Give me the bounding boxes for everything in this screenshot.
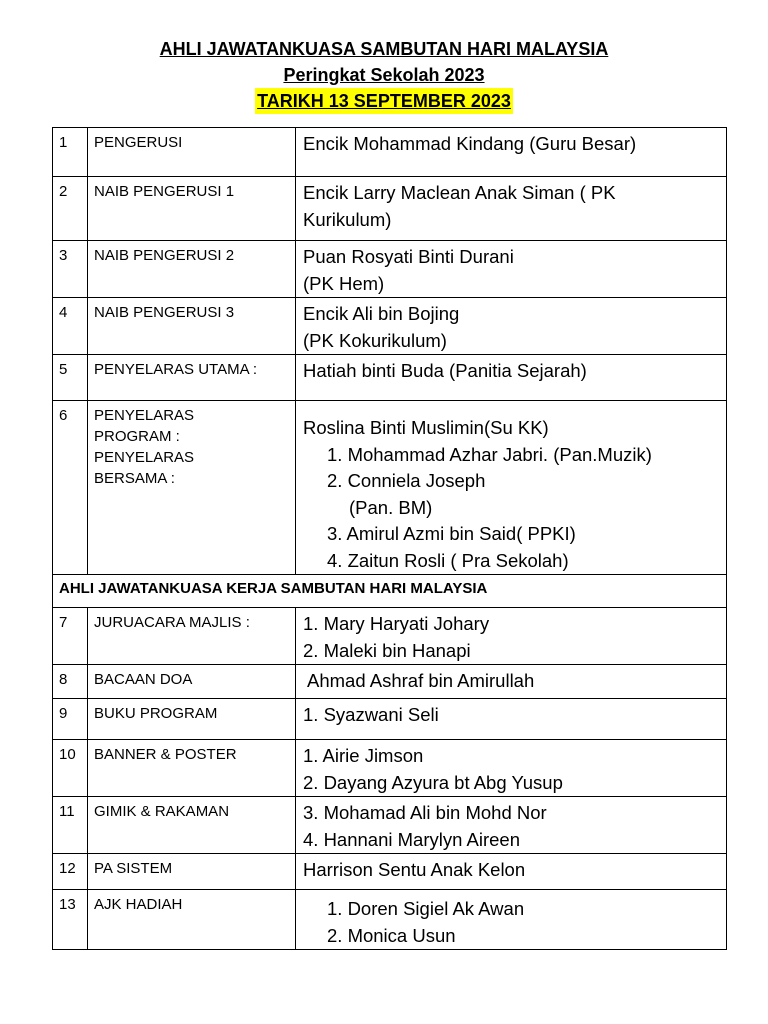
row-number: 12 (53, 854, 88, 890)
role-line: BERSAMA : (94, 470, 175, 487)
document-title: AHLI JAWATANKUASA SAMBUTAN HARI MALAYSIA (159, 39, 609, 59)
role-line: PENYELARAS (94, 449, 195, 466)
role-line: PENYELARAS (94, 407, 195, 424)
table-row (53, 740, 727, 797)
row-number: 11 (53, 797, 88, 854)
member-name: 3. Amirul Azmi bin Said( PPKI) (327, 523, 576, 544)
member-name: 2. Dayang Azyura bt Abg Yusup (303, 771, 563, 793)
member-name: Harrison Sentu Anak Kelon (303, 859, 526, 880)
table-row (53, 401, 727, 575)
names-cell (296, 298, 727, 355)
row-number: 10 (53, 740, 88, 797)
table-row (53, 797, 727, 854)
role-cell: GIMIK & RAKAMAN (88, 797, 296, 854)
table-row (53, 699, 727, 740)
role-cell: AJK HADIAH (88, 890, 296, 950)
table-row (53, 854, 727, 890)
document-date: TARIKH 13 SEPTEMBER 2023 (255, 88, 513, 114)
names-cell (296, 177, 727, 241)
row-number: 4 (53, 298, 88, 355)
row-number: 13 (53, 890, 88, 950)
member-name: 1. Mary Haryati Johary (303, 613, 490, 634)
committee-table (52, 127, 727, 950)
member-name: (PK Kokurikulum) (303, 329, 447, 351)
table-row (53, 355, 727, 401)
names-cell (296, 401, 727, 575)
member-name: Puan Rosyati Binti Durani (303, 246, 514, 267)
table-row (53, 241, 727, 298)
role-cell: BACAAN DOA (88, 665, 296, 699)
member-name: 4. Hannani Marylyn Aireen (303, 828, 520, 850)
member-name: (Pan. BM) (349, 496, 433, 518)
member-name: Encik Ali bin Bojing (303, 303, 460, 324)
member-name: 2. Monica Usun (327, 924, 456, 946)
row-number: 9 (53, 699, 88, 740)
table-row (53, 608, 727, 665)
role-cell: NAIB PENGERUSI 1 (88, 177, 296, 241)
role-cell: BANNER & POSTER (88, 740, 296, 797)
row-number: 5 (53, 355, 88, 401)
table-row (53, 128, 727, 177)
role-cell (88, 401, 296, 575)
names-cell (296, 797, 727, 854)
role-cell: NAIB PENGERUSI 2 (88, 241, 296, 298)
table-row (53, 665, 727, 699)
role-cell: PA SISTEM (88, 854, 296, 890)
row-number: 7 (53, 608, 88, 665)
document-header (0, 36, 768, 114)
member-name: Encik Mohammad Kindang (Guru Besar) (303, 133, 637, 154)
section-heading: AHLI JAWATANKUASA KERJA SAMBUTAN HARI MALAYSIA (53, 575, 727, 608)
member-name: (PK Hem) (303, 272, 385, 294)
row-number: 2 (53, 177, 88, 241)
names-cell (296, 740, 727, 797)
names-cell (296, 128, 727, 177)
names-cell (296, 854, 727, 890)
row-number: 3 (53, 241, 88, 298)
member-name: 2. Maleki bin Hanapi (303, 639, 471, 661)
member-name: Hatiah binti Buda (Panitia Sejarah) (303, 360, 587, 381)
member-name: 1. Airie Jimson (303, 745, 424, 766)
role-line: PROGRAM : (94, 428, 180, 445)
member-name: 4. Zaitun Rosli ( Pra Sekolah) (327, 549, 569, 571)
names-cell (296, 355, 727, 401)
role-cell: PENGERUSI (88, 128, 296, 177)
member-name: Kurikulum) (303, 208, 392, 230)
role-cell: PENYELARAS UTAMA : (88, 355, 296, 401)
row-number: 6 (53, 401, 88, 575)
member-name: Roslina Binti Muslimin(Su KK) (303, 417, 549, 438)
row-number: 1 (53, 128, 88, 177)
role-cell: BUKU PROGRAM (88, 699, 296, 740)
member-name: Encik Larry Maclean Anak Siman ( PK (303, 182, 616, 203)
member-name: 1. Mohammad Azhar Jabri. (Pan.Muzik) (327, 443, 652, 465)
document-subtitle: Peringkat Sekolah 2023 (283, 65, 485, 85)
names-cell (296, 665, 727, 699)
table-row (53, 890, 727, 950)
section-row (53, 575, 727, 608)
names-cell (296, 608, 727, 665)
member-name: 1. Syazwani Seli (303, 704, 439, 725)
names-cell (296, 890, 727, 950)
table-row (53, 177, 727, 241)
member-name: 3. Mohamad Ali bin Mohd Nor (303, 802, 547, 823)
role-cell: JURUACARA MAJLIS : (88, 608, 296, 665)
row-number: 8 (53, 665, 88, 699)
member-name: 1. Doren Sigiel Ak Awan (327, 898, 525, 919)
table-row (53, 298, 727, 355)
member-name: Ahmad Ashraf bin Amirullah (307, 670, 535, 691)
names-cell (296, 241, 727, 298)
role-cell: NAIB PENGERUSI 3 (88, 298, 296, 355)
names-cell (296, 699, 727, 740)
member-name: 2. Conniela Joseph (327, 470, 486, 491)
